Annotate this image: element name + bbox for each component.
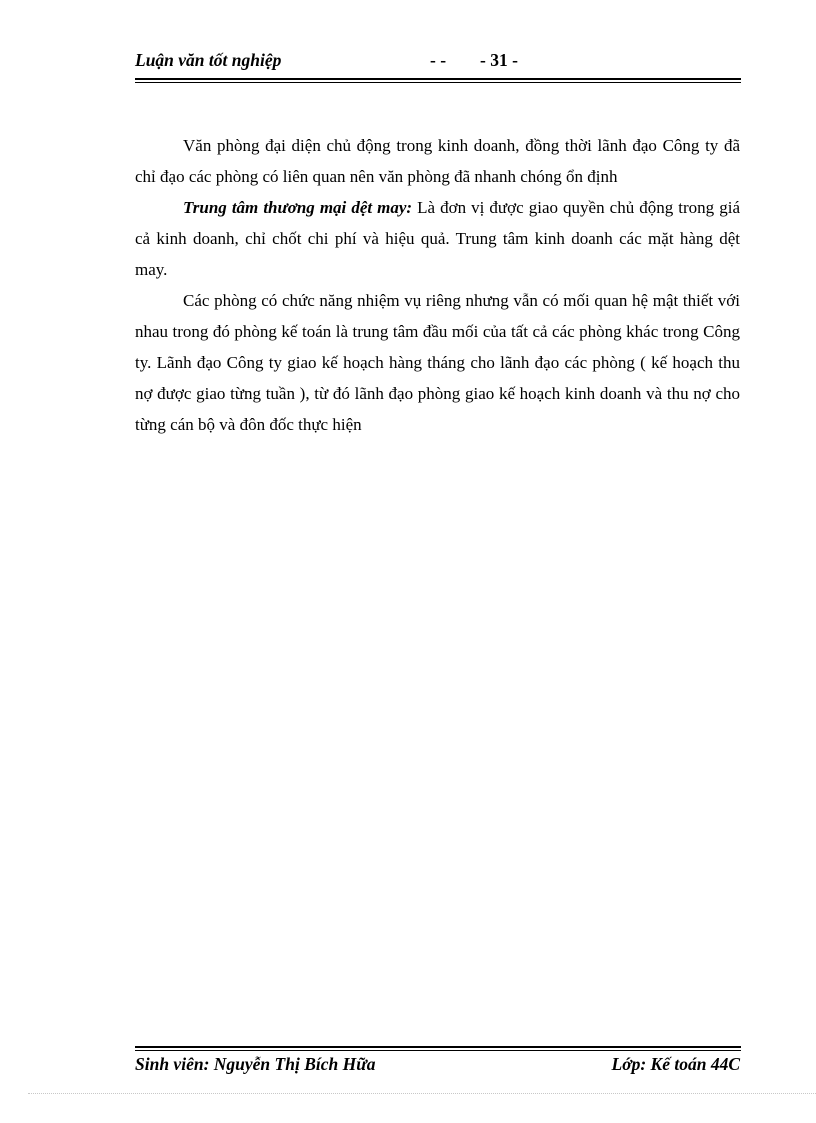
page-header bbox=[135, 48, 740, 74]
page-number: - 31 - bbox=[480, 50, 518, 70]
body-content bbox=[135, 130, 740, 440]
paragraph-2-text: Là đơn vị được giao quyền chủ động trong giá cả kinh doanh, chỉ chốt chi phí và hiệu quả. Trung tâm kinh doanh các mặt hàng dệt may. bbox=[135, 198, 741, 279]
paragraph-1: Văn phòng đại diện chủ động trong kinh doanh, đồng thời lãnh đạo Công ty đã chỉ đạo các phòng có liên quan nên văn phòng đã nhanh chóng ổn định bbox=[135, 136, 740, 186]
page-edge-dots bbox=[28, 1093, 816, 1094]
footer-student: Sinh viên: Nguyễn Thị Bích Hữa bbox=[135, 1054, 376, 1074]
header-rule bbox=[135, 78, 741, 83]
footer-class: Lớp: Kế toán 44C bbox=[611, 1054, 740, 1074]
header-title: Luận văn tốt nghiệp bbox=[135, 50, 282, 70]
paragraph-2 bbox=[135, 192, 740, 285]
footer-rule bbox=[135, 1046, 741, 1051]
header-dashes: - - bbox=[430, 50, 447, 70]
page-footer bbox=[135, 1054, 740, 1080]
paragraph-3: Các phòng có chức năng nhiệm vụ riêng nhưng vẫn có mối quan hệ mật thiết với nhau trong đó phòng kế toán là trung tâm đầu mối của tất cả các phòng khác trong Công ty. Lãnh đạo Công ty giao kế hoạch hàng tháng cho lãnh đạo các phòng ( kế hoạch thu nợ được giao từng tuần ), từ đó lãnh đạo phòng giao kế hoạch kinh doanh và thu nợ cho từng cán bộ và đôn đốc thực hiện bbox=[135, 291, 740, 434]
paragraph-2-lead: Trung tâm thương mại dệt may: bbox=[183, 198, 413, 217]
